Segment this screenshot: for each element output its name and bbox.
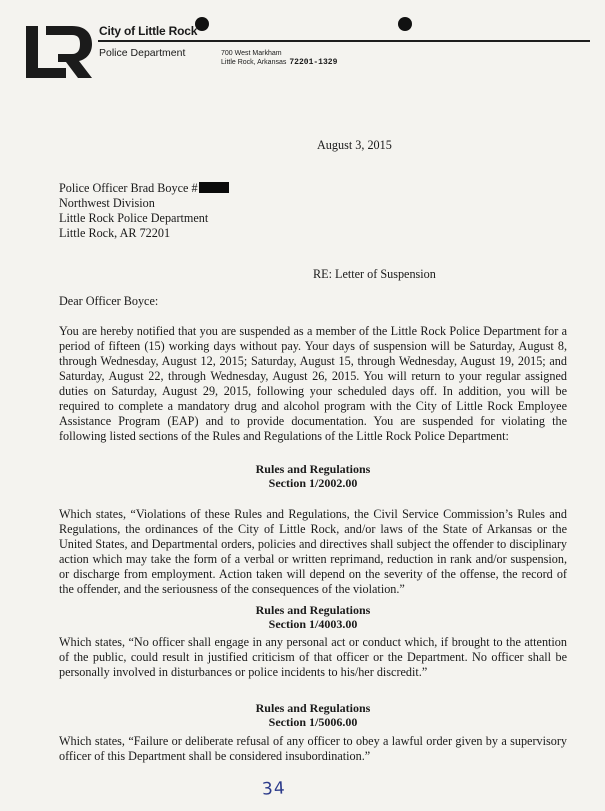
address-line-2: Little Rock, Arkansas 72201-1329 <box>221 58 338 67</box>
section-heading <box>59 701 567 729</box>
address-line-1: 700 West Markham <box>221 50 282 57</box>
letterhead-rule <box>98 40 590 42</box>
redaction-bar <box>199 182 229 193</box>
section-heading <box>59 462 567 490</box>
recipient-block <box>59 181 229 241</box>
section-number: Section 1/2002.00 <box>268 476 358 490</box>
zip-code: 72201-1329 <box>289 58 338 67</box>
letterhead-address <box>221 49 337 67</box>
section-heading <box>59 603 567 631</box>
salutation: Dear Officer Boyce: <box>59 294 159 308</box>
letter-date: August 3, 2015 <box>317 138 392 152</box>
city-of-little-rock-lr-logo-icon <box>22 22 94 80</box>
section-text: Which states, “No officer shall engage in any personal act or conduct which, if brought to the attention of the public, could result in justified criticism of that officer or the Department. No officer shall be personally involved in disturbances or police incidents to his/her discredit.” <box>59 635 567 679</box>
recipient-division: Northwest Division <box>59 196 155 210</box>
section-text: Which states, “Failure or deliberate refusal of any officer to obey a lawful order given by a supervisory officer of this Department shall be considered insubordination.” <box>59 734 567 763</box>
section-title: Rules and Regulations <box>255 603 371 617</box>
handwritten-page-number: 34 <box>261 778 287 800</box>
punch-hole <box>398 17 412 31</box>
section-number: Section 1/5006.00 <box>268 715 358 729</box>
section-title: Rules and Regulations <box>255 462 371 476</box>
section-title: Rules and Regulations <box>255 701 371 715</box>
section-number: Section 1/4003.00 <box>268 617 358 631</box>
recipient-name: Police Officer Brad Boyce # <box>59 181 229 196</box>
suspension-paragraph: You are hereby notified that you are suspended as a member of the Little Rock Police Department for a period of fifteen (15) working days without pay. Your days of suspension will be Saturday, August 8, through Wednesday, August 12, 2015; Saturday, August 15, through Wednesday, August 19, 2015; and Saturday, August 22, through Wednesday, August 26, 2015. You will return to your regular assigned duties on Saturday, August 29, 2015, following your scheduled days off. In addition, you will be required to complete a mandatory drug and alcohol program with the City of Little Rock Employee Assistance Program (EAP) and to provide documentation. You are suspended for violating the following listed sections of the Rules and Regulations of the Little Rock Police Department: <box>59 324 567 443</box>
letterhead-department: Police Department <box>99 47 186 59</box>
subject-line: RE: Letter of Suspension <box>313 267 436 281</box>
recipient-city: Little Rock, AR 72201 <box>59 226 171 240</box>
recipient-department: Little Rock Police Department <box>59 211 209 225</box>
letterhead-city: City of Little Rock <box>99 24 198 38</box>
section-text: Which states, “Violations of these Rules and Regulations, the Civil Service Commission’s Rules and Regulations, the ordinances of the City of Little Rock, and/or laws of the State of Arkansas or the United States, and Departmental orders, policies and directives shall subject the offender to disciplinary action which may take the form of a verbal or written reprimand, reduction in rank and/or suspension, or discharge from employment. Action taken will depend on the severity of the offense, the record of the offender, and the seriousness of the consequences of the violation.” <box>59 507 567 596</box>
